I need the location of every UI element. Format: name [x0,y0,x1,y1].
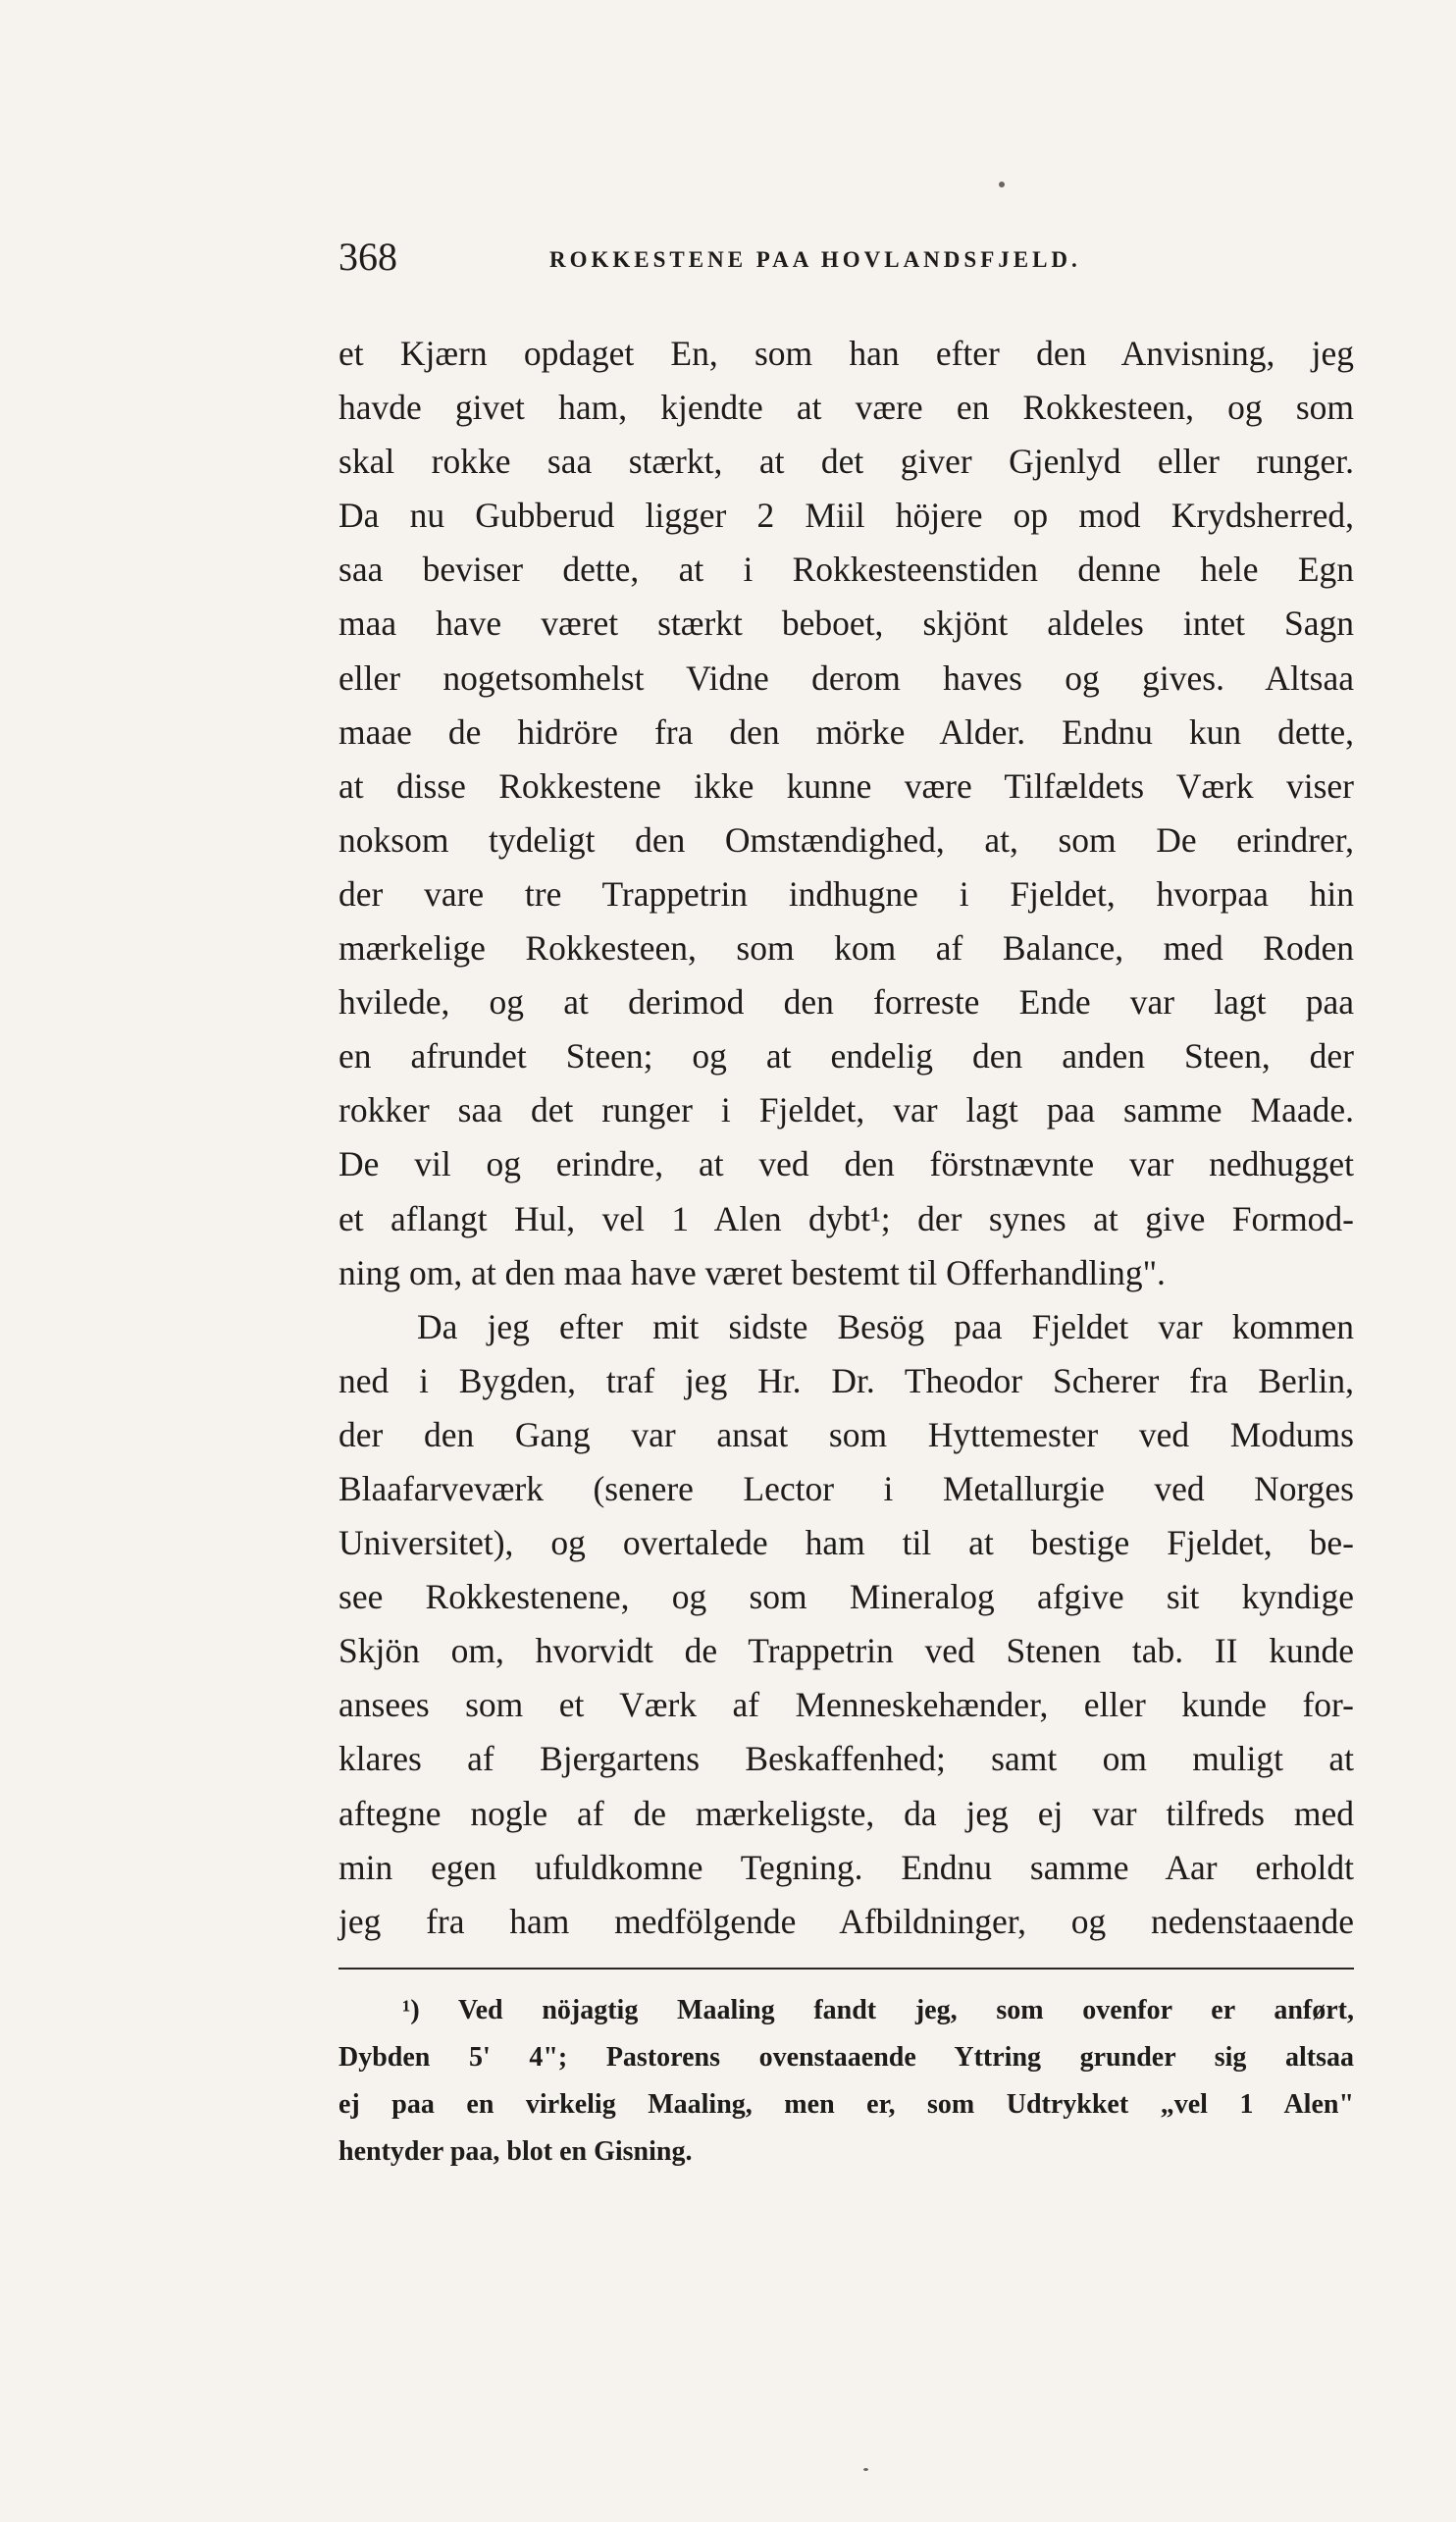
footnote-line: Dybden 5' 4"; Pastorens ovenstaaende Yttring grunder sig altsaa [338,2042,1354,2073]
text-line: en afrundet Steen; og at endelig den anden Steen, der [338,1036,1354,1077]
footnote [338,1987,1354,2176]
text-line: Blaafarveværk (senere Lector i Metallurgie ved Norges [338,1468,1354,1508]
footnote-line: ej paa en virkelig Maaling, men er, som Udtrykket „vel 1 Alen" [338,2089,1354,2120]
text-line: ned i Bygden, traf jeg Hr. Dr. Theodor Scherer fra Berlin, [338,1360,1354,1400]
text-line: saa beviser dette, at i Rokkesteenstiden denne hele Egn [338,550,1354,590]
text-line: ansees som et Værk af Menneskehænder, eller kunde for- [338,1685,1354,1725]
text-line: der vare tre Trappetrin indhugne i Fjeldet, hvorpaa hin [338,873,1354,914]
text-line: eller nogetsomhelst Vidne derom haves og gives. Altsaa [338,657,1354,698]
text-line: jeg fra ham medfölgende Afbildninger, og nedenstaaende [338,1901,1354,1941]
page-number: 368 [338,235,397,279]
text-line: der den Gang var ansat som Hyttemester ved Modums [338,1414,1354,1454]
text-line: Da jeg efter mit sidste Besög paa Fjeldet var kommen [417,1306,1354,1346]
footnote-rule [338,1968,1354,1970]
text-line: ning om, at den maa have været bestemt til Offerhandling". [338,1252,1166,1292]
text-line: maa have været stærkt beboet, skjönt aldeles intet Sagn [338,604,1354,644]
paper-speck [863,2468,868,2471]
text-line: noksom tydeligt den Omstændighed, at, som De erindrer, [338,819,1354,860]
text-line: see Rokkestenene, og som Mineralog afgive sit kyndige [338,1577,1354,1617]
text-line: at disse Rokkestene ikke kunne være Tilfældets Værk viser [338,765,1354,806]
text-line: maae de hidröre fra den mörke Alder. Endnu kun dette, [338,711,1354,752]
text-line: mærkelige Rokkesteen, som kom af Balance, med Roden [338,928,1354,969]
text-line: min egen ufuldkomne Tegning. Endnu samme Aar erholdt [338,1847,1354,1887]
paper-speck [999,182,1005,187]
text-line: Skjön om, hvorvidt de Trappetrin ved Stenen tab. II kunde [338,1631,1354,1671]
footnote-line: ¹) Ved nöjagtig Maaling fandt jeg, som ovenfor er anført, [402,1995,1354,2025]
main-text [338,327,1354,1949]
running-head: ROKKESTENE PAA HOVLANDSFJELD. [549,247,1081,272]
text-line: et aflangt Hul, vel 1 Alen dybt¹; der synes at give Formod- [338,1198,1354,1238]
text-line: rokker saa det runger i Fjeldet, var lagt paa samme Maade. [338,1090,1354,1130]
page-header [338,234,1354,292]
text-line: havde givet ham, kjendte at være en Rokkesteen, og som [338,388,1354,428]
text-line: klares af Bjergartens Beskaffenhed; samt om muligt at [338,1739,1354,1779]
text-line: Universitet), og overtalede ham til at bestige Fjeldet, be- [338,1523,1354,1563]
text-line: aftegne nogle af de mærkeligste, da jeg ej var tilfreds med [338,1793,1354,1833]
text-line: Da nu Gubberud ligger 2 Miil höjere op mod Krydsherred, [338,496,1354,536]
text-line: De vil og erindre, at ved den förstnævnte var nedhugget [338,1144,1354,1184]
footnote-line: hentyder paa, blot en Gisning. [338,2136,693,2167]
text-line: hvilede, og at derimod den forreste Ende var lagt paa [338,982,1354,1023]
text-line: skal rokke saa stærkt, at det giver Gjenlyd eller runger. [338,442,1354,482]
text-line: et Kjærn opdaget En, som han efter den Anvisning, jeg [338,334,1354,373]
